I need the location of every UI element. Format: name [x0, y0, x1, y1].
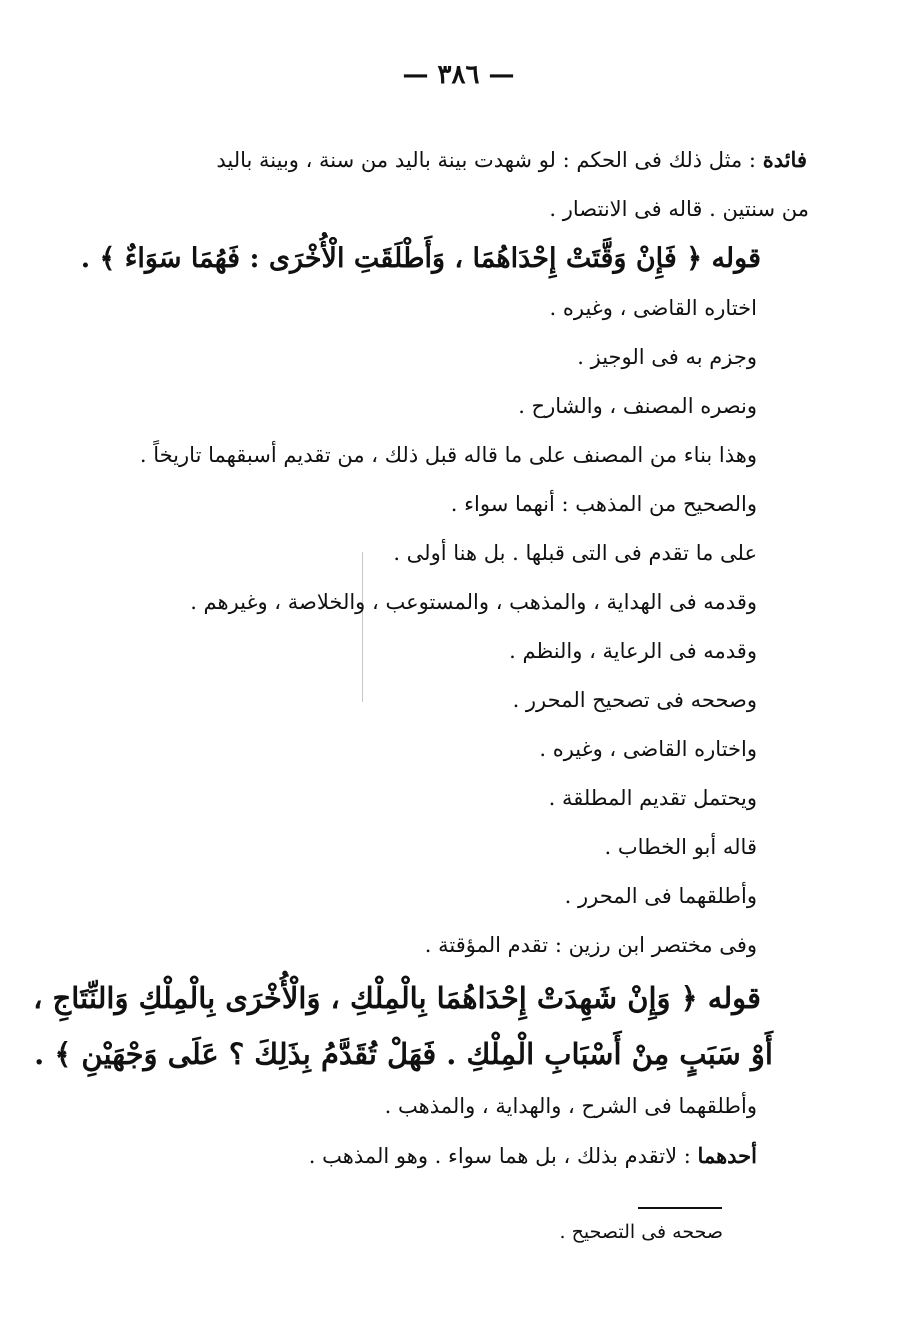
heading-quote: ﴿ فَإِنْ وَقَّتَتْ إِحْدَاهُمَا ، وَأَطْلَقَتِ الْأُخْرَى : فَهُمَا سَوَاءٌ ﴾ .	[80, 243, 703, 274]
text-line: وقدمه فى الهداية ، والمذهب ، والمستوعب ، والخلاصة ، وغيرهم .	[190, 590, 757, 614]
heading-quote: ﴿ وَإِنْ شَهِدَتْ إِحْدَاهُمَا بِالْمِلْكِ ، وَالْأُخْرَى بِالْمِلْكِ وَالنِّتَاجِ ،	[33, 981, 698, 1015]
heading-label: قوله	[707, 981, 761, 1015]
text-line: وقدمه فى الرعاية ، والنظم .	[509, 639, 757, 663]
page-number: — ٣٨٦ —	[402, 60, 515, 90]
text-line: وهذا بناء من المصنف على ما قاله قبل ذلك ، من تقديم أسبقهما تاريخاً .	[139, 443, 757, 467]
text-line: من سنتين . قاله فى الانتصار .	[549, 197, 809, 221]
quoted-heading-continuation: أَوْ سَبَبٍ مِنْ أَسْبَابِ الْمِلْكِ . فَهَلْ تُقَدَّمُ بِذَلِكَ ؟ عَلَى وَجْهَيْنِ ﴾ .	[34, 1037, 773, 1071]
text-line: اختاره القاضى ، وغيره .	[549, 296, 757, 320]
quoted-heading	[80, 234, 761, 284]
heading-label: قوله	[711, 243, 761, 274]
text-line: واختاره القاضى ، وغيره .	[539, 737, 757, 761]
text-line: قاله أبو الخطاب .	[604, 835, 757, 859]
text-line: وأطلقهما فى الشرح ، والهداية ، والمذهب .	[384, 1094, 757, 1118]
text-line: وصححه فى تصحيح المحرر .	[512, 688, 757, 712]
text-line: ونصره المصنف ، والشارح .	[518, 394, 757, 418]
footnote: صححه فى التصحيح .	[559, 1221, 723, 1243]
text-line: على ما تقدم فى التى قبلها . بل هنا أولى .	[393, 541, 757, 565]
note-label: فائدة	[762, 147, 807, 172]
text-line	[117, 1131, 757, 1181]
text-line: وأطلقهما فى المحرر .	[564, 884, 757, 908]
text-line: والصحيح من المذهب : أنهما سواء .	[450, 492, 757, 516]
note-text: : مثل ذلك فى الحكم : لو شهدت بينة باليد من سنة ، وبينة باليد	[216, 148, 756, 172]
footnote-rule	[638, 1207, 722, 1209]
note-line	[117, 135, 807, 185]
quoted-heading	[33, 970, 761, 1026]
first-opinion-label: أحدهما	[697, 1143, 757, 1168]
page-body	[33, 135, 809, 1181]
text-line: وجزم به فى الوجيز .	[577, 345, 757, 369]
text-line: ويحتمل تقديم المطلقة .	[548, 786, 757, 810]
text-line: وفى مختصر ابن رزين : تقدم المؤقتة .	[424, 933, 757, 957]
first-opinion-text: : لاتقدم بذلك ، بل هما سواء . وهو المذهب .	[308, 1144, 691, 1168]
